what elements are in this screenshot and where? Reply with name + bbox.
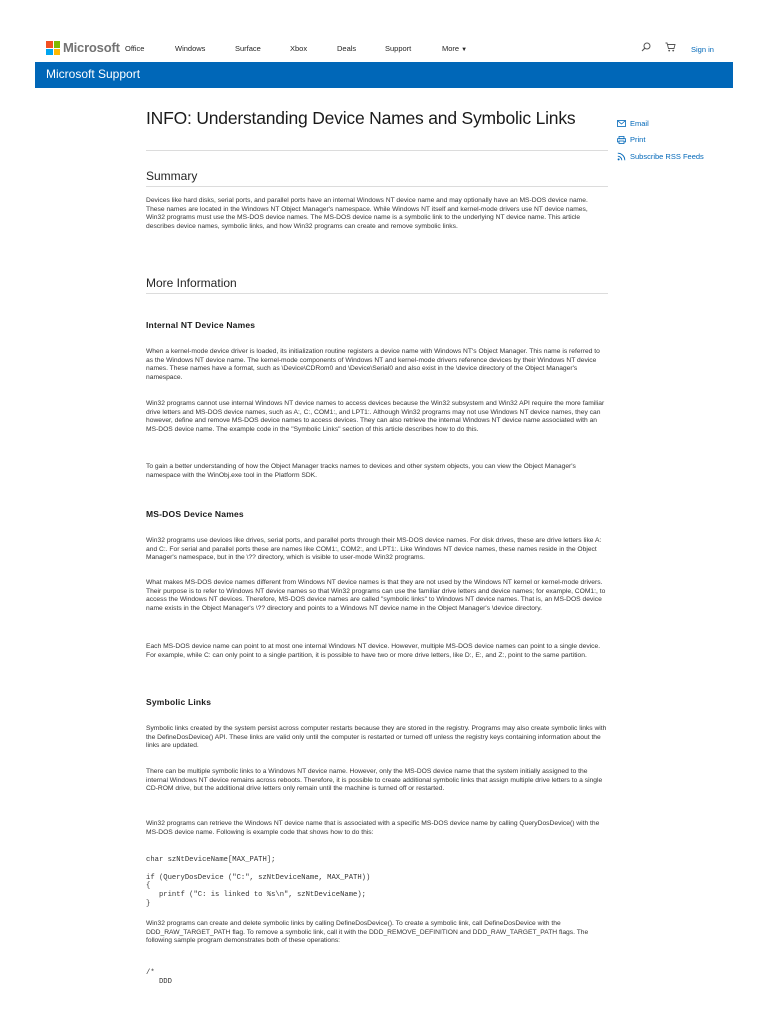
- nav-link-windows[interactable]: Windows: [175, 44, 206, 53]
- subscribe-rss-link[interactable]: [617, 152, 704, 161]
- support-header-band: [35, 62, 733, 88]
- more-information-heading: More Information: [146, 276, 237, 290]
- print-label: Print: [630, 135, 646, 144]
- symbolic-links-paragraph-4: Win32 programs can create and delete symbolic links by calling DefineDosDevice(). To create a symbolic link, call DefineDosDevice with the DDD_RAW_TARGET_PATH flag. To remove a symbolic link, call it with the DDD_REMOVE_DEFINITION and DDD_RAW_TARGET_PATH flags. The following sample program demonstrates both of these operations:: [146, 920, 589, 945]
- code-sample-query-dos-device: char szNtDeviceName[MAX_PATH]; if (QueryDosDevice ("C:", szNtDeviceName, MAX_PATH)) { printf ("C: is linked to %s\n", szNtDeviceName); }: [146, 856, 371, 908]
- chevron-down-icon: ▼: [461, 47, 468, 53]
- more-information-divider: [146, 293, 608, 294]
- internal-names-paragraph-2: Win32 programs cannot use internal Windows NT device names to access devices because the Win32 subsystem and Win32 API require the more familiar drive letters and MS-DOS device names, such as A:, C:, COM1:, and LPT1:. Although Win32 programs may not use Windows NT device names, they can however, define and remove MS-DOS device names to access devices. They can also retrieve the internal Windows NT device name associated with an MS-DOS device name. The example code in the "Symbolic Links" section of this article describes how to do this.: [146, 400, 605, 433]
- nav-link-more-label: More: [442, 44, 460, 53]
- msdos-names-paragraph-2: What makes MS-DOS device names different from Windows NT device names is that they are not used by the Windows NT kernel or kernel-mode drivers. Their purpose is to refer to Windows NT device names so that Win32 programs can use the familiar drive letters and device names; for example, COM1:, to access the Windows NT devices. Therefore, MS-DOS device names are called "symbolic links" to Windows NT device names. That is, an MS-DOS device name exists in the Object Manager's \?? directory and points to a Windows NT device name in the Object Manager's \device directory.: [146, 579, 606, 612]
- nav-link-office[interactable]: Office: [125, 44, 145, 53]
- msdos-names-paragraph-1: Win32 programs use devices like drives, serial ports, and parallel ports through their MS-DOS device names. For disk drives, these are drive letters like A: and C:. For serial and parallel ports these are names like COM1:, COM2:, and LPT1:. Like Windows NT device names, these names reside in the Object Manager's namespace, but in the \?? directory, which is visible to user-mode Win32 programs.: [146, 537, 602, 562]
- search-icon[interactable]: [641, 42, 651, 52]
- symbolic-links-paragraph-3: Win32 programs can retrieve the Windows NT device name that is associated with a specific MS-DOS device name by calling QueryDosDevice() with the MS-DOS device name. Following is example code that shows how to do this:: [146, 820, 600, 836]
- msdos-device-names-heading: MS-DOS Device Names: [146, 509, 244, 519]
- print-link[interactable]: [617, 135, 645, 144]
- microsoft-logo-icon[interactable]: [46, 41, 60, 55]
- title-divider: [146, 150, 608, 151]
- rss-label: Subscribe RSS Feeds: [630, 152, 704, 161]
- symbolic-links-paragraph-2: There can be multiple symbolic links to a Windows NT device name. However, only the MS-DOS device name that the system initially assigned to the internal Windows NT device remains across reboots. Therefore, it is possible to create additional symbolic links that assign multiple drive letters to a single CD-ROM drive, but the additional drive letters only remain until the machine is turned off or restarted.: [146, 768, 603, 793]
- msdos-names-paragraph-3: Each MS-DOS device name can point to at most one internal Windows NT device. However, multiple MS-DOS device names can point to a single device. For example, while C: can only point to a single partition, it is possible to have two or more drive letters, like D:, E:, and Z:, point to the same partition.: [146, 643, 601, 659]
- summary-divider: [146, 186, 608, 187]
- sign-in-link[interactable]: Sign in: [691, 45, 714, 54]
- email-link[interactable]: [617, 119, 649, 128]
- symbolic-links-paragraph-1: Symbolic links created by the system persist across computer restarts because they are stored in the registry. Programs may also create symbolic links with the DefineDosDevice() API. These links are valid only until the computer is restarted or turned off unless the registry keys containing information about the links are updated.: [146, 725, 607, 750]
- summary-text: Devices like hard disks, serial ports, and parallel ports have an internal Windows NT device name and may optionally have an MS-DOS device name. These names are located in the Windows NT Object Manager's namespace. While Windows NT itself and kernel-mode drivers use NT device names, Win32 programs must use the MS-DOS device names. The MS-DOS device name is a symbolic link to the underlying NT device name. This article describes device names, symbolic links, and how Win32 programs can create and remove symbolic links.: [146, 197, 588, 230]
- email-icon: [617, 120, 626, 127]
- nav-link-surface[interactable]: Surface: [235, 44, 261, 53]
- support-home-link[interactable]: Microsoft Support: [46, 67, 141, 81]
- print-icon: [617, 136, 626, 144]
- top-nav: [0, 0, 768, 62]
- internal-names-paragraph-3: To gain a better understanding of how the Object Manager tracks names to devices and other system objects, you can view the Object Manager's namespace with the WinObj.exe tool in the Platform SDK.: [146, 463, 576, 479]
- nav-link-support[interactable]: Support: [385, 44, 412, 53]
- cart-icon[interactable]: [665, 42, 676, 52]
- nav-link-xbox[interactable]: Xbox: [290, 44, 308, 53]
- email-label: Email: [630, 119, 649, 128]
- nav-link-deals[interactable]: Deals: [337, 44, 357, 53]
- nav-link-more[interactable]: [442, 44, 467, 53]
- internal-names-paragraph-1: When a kernel-mode device driver is loaded, its initialization routine registers a device name with Windows NT's Object Manager. This name is referred to as the Windows NT device name. The kernel-mode components of Windows NT and kernel-mode drivers reference devices by their Windows NT device names. These names have a format, such as \Device\CDRom0 and \Device\Serial0 and also exist in the \device directory of the Object Manager's namespace.: [146, 348, 600, 381]
- summary-heading: Summary: [146, 169, 198, 183]
- code-sample-ddd: /* DDD: [146, 969, 172, 986]
- internal-nt-device-names-heading: Internal NT Device Names: [146, 320, 256, 330]
- rss-icon: [617, 152, 626, 161]
- brand-name[interactable]: Microsoft: [63, 40, 120, 55]
- article-title: INFO: Understanding Device Names and Symbolic Links: [146, 108, 576, 128]
- symbolic-links-heading: Symbolic Links: [146, 697, 212, 707]
